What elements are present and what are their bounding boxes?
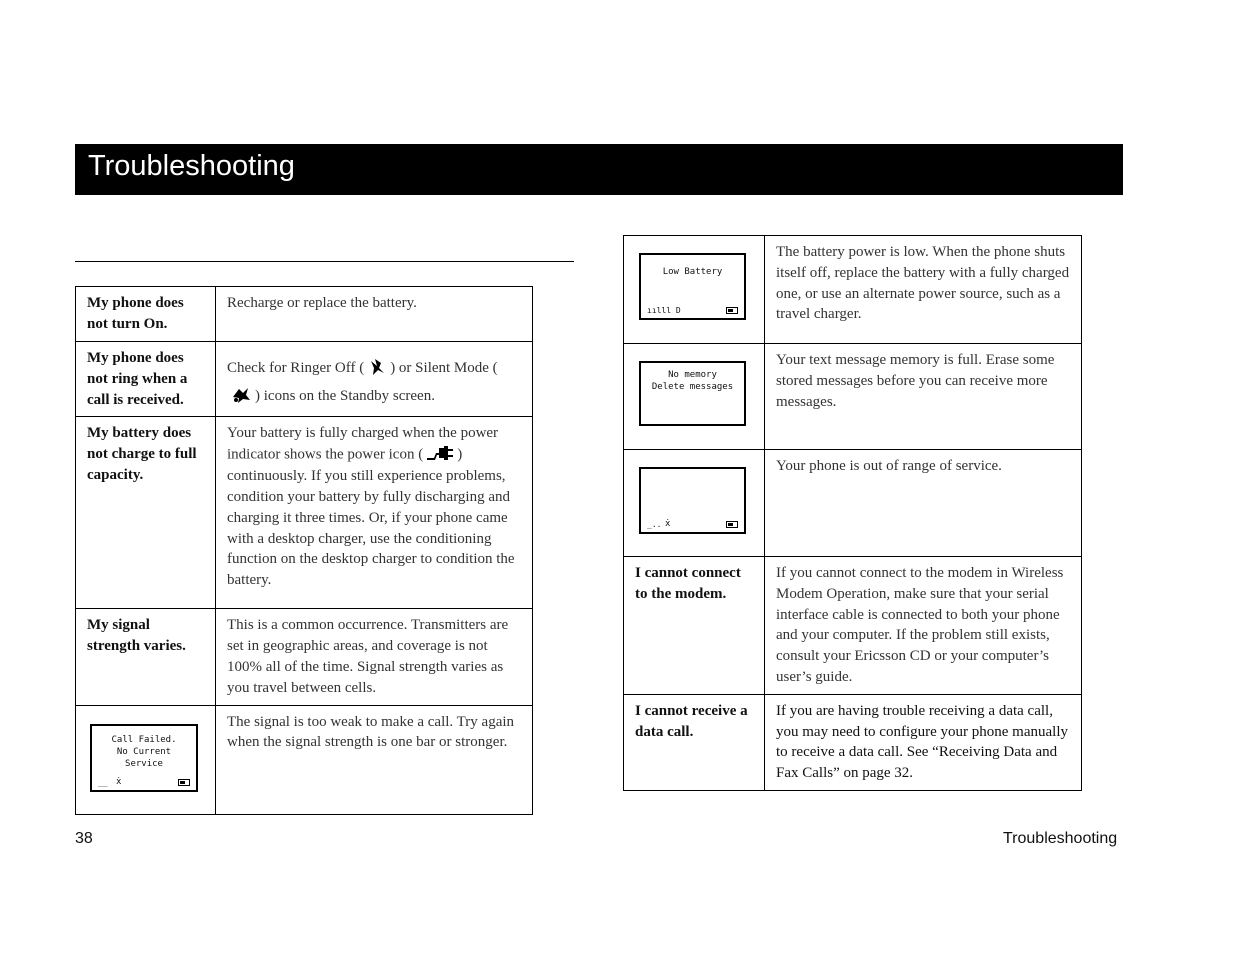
screen-line: Delete messages xyxy=(651,382,734,392)
ringer-off-icon xyxy=(367,357,387,381)
problem-cell: My phone does not ring when a call is received. xyxy=(76,342,216,417)
solution-cell: If you are having trouble receiving a data call, you may need to configure your phone manually to receive a data call. See “Receiving Data and Fax Calls” on page 32. xyxy=(765,694,1082,790)
phone-screen xyxy=(639,253,746,320)
screen-cell xyxy=(624,450,765,557)
page-title: Troubleshooting xyxy=(88,150,295,182)
screen-cell xyxy=(76,705,216,814)
solution-cell: Recharge or replace the battery. xyxy=(216,287,533,342)
table-row xyxy=(76,417,533,609)
phone-screen xyxy=(639,467,746,534)
table-row xyxy=(624,450,1082,557)
table-row xyxy=(76,287,533,342)
right-troubleshooting-table xyxy=(623,235,1082,791)
table-row xyxy=(624,557,1082,695)
solution-cell xyxy=(216,342,533,417)
screen-line: Low Battery xyxy=(662,267,723,277)
phone-screen xyxy=(639,361,746,426)
screen-line: Call Failed. xyxy=(111,734,177,745)
solution-text: ) continuously. If you still experience problems, condition your battery by fully discharging and charging it three times. Or, if your phone came with a desktop charger, use the conditioning function on the desktop charger to condition the battery. xyxy=(227,446,515,589)
title-bar xyxy=(75,144,1123,195)
screen-line: No memory xyxy=(668,370,717,380)
solution-cell: This is a common occurrence. Transmitters are set in geographic areas, and coverage is not 100% all of the time. Signal strength varies as you travel between cells. xyxy=(216,609,533,705)
divider-rule xyxy=(75,261,574,262)
solution-text: Check for Ringer Off ( xyxy=(227,360,365,376)
solution-cell: If you cannot connect to the modem in Wireless Modem Operation, make sure that your serial interface cable is connected to both your phone and your computer. If the problem still exists, consult your Ericsson CD or your computer’s user’s guide. xyxy=(765,557,1082,695)
solution-text: ) icons on the Standby screen. xyxy=(255,388,435,404)
problem-cell: My battery does not charge to full capacity. xyxy=(76,417,216,609)
antenna-icon: ẋ xyxy=(665,519,671,529)
table-row xyxy=(76,342,533,417)
problem-cell: I cannot receive a data call. xyxy=(624,694,765,790)
table-row xyxy=(76,609,533,705)
solution-text: ) or Silent Mode ( xyxy=(390,360,498,376)
page-number: 38 xyxy=(75,830,93,847)
screen-line: Service xyxy=(125,758,163,769)
battery-icon xyxy=(726,307,738,314)
screen-line: No Current xyxy=(116,746,172,757)
battery-icon xyxy=(178,779,190,786)
signal-bars-icon: ıılll D xyxy=(647,306,681,315)
solution-cell: Your text message memory is full. Erase some stored messages before you can receive more messages. xyxy=(765,344,1082,450)
problem-cell: I cannot connect to the modem. xyxy=(624,557,765,695)
battery-icon xyxy=(726,521,738,528)
table-row xyxy=(624,694,1082,790)
table-row xyxy=(624,236,1082,344)
power-plug-icon xyxy=(426,444,454,466)
table-row xyxy=(76,705,533,814)
silent-mode-icon xyxy=(230,385,252,409)
footer-section-title: Troubleshooting xyxy=(1003,830,1118,847)
solution-cell: The signal is too weak to make a call. Try again when the signal strength is one bar or stronger. xyxy=(216,705,533,814)
left-troubleshooting-table xyxy=(75,286,533,815)
solution-cell: The battery power is low. When the phone shuts itself off, replace the battery with a fully charged one, or use an alternate power source, such as a travel charger. xyxy=(765,236,1082,344)
antenna-icon: ẋ xyxy=(116,776,122,787)
signal-bars-icon: _.. xyxy=(647,520,662,529)
solution-cell xyxy=(216,417,533,609)
screen-cell xyxy=(624,344,765,450)
solution-text: Your battery is fully charged when the power indicator shows the power icon ( xyxy=(227,425,499,463)
problem-cell: My signal strength varies. xyxy=(76,609,216,705)
screen-cell xyxy=(624,236,765,344)
signal-bars-icon: __ xyxy=(98,777,108,787)
phone-screen xyxy=(90,724,198,792)
table-row xyxy=(624,344,1082,450)
problem-cell: My phone does not turn On. xyxy=(76,287,216,342)
solution-cell: Your phone is out of range of service. xyxy=(765,450,1082,557)
